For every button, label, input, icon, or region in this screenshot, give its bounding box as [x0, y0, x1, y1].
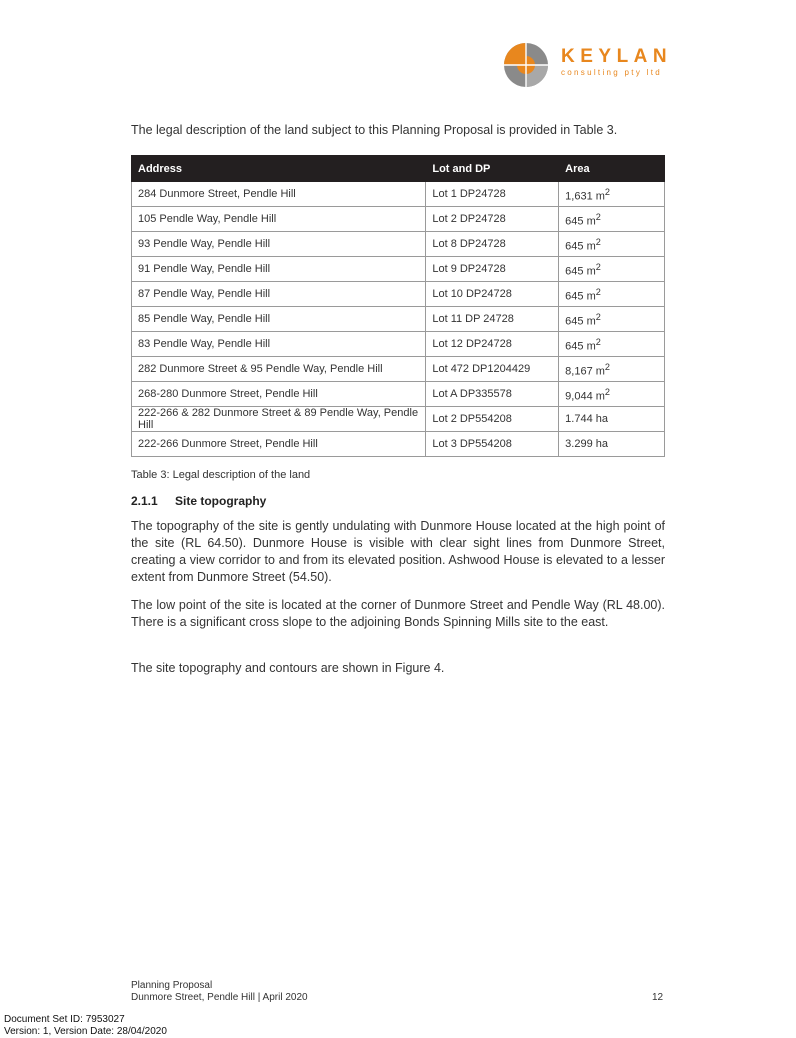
logo-wordmark: KEYLAN: [561, 46, 673, 67]
body-paragraph: The topography of the site is gently undulating with Dunmore House located at the high point of the site (RL 64.50). Dunmore House is visible with clear sight lines from Dunmore Street, creating a view corridor to and from its elevated position. Ashwood House is elevated to a lesser extent from Dunmore Street (54.50).: [131, 519, 665, 584]
cell-area: 645 $m^2$: [559, 257, 665, 282]
cell-area: 1,631 $m^2$: [559, 182, 665, 207]
document-version: Version: 1, Version Date: 28/04/2020: [4, 1026, 167, 1037]
section-heading: [131, 494, 266, 508]
cell-lot-dp: Lot A DP335578: [426, 382, 559, 407]
keylan-logo: [503, 40, 673, 90]
cell-lot-dp: Lot 12 DP24728: [426, 332, 559, 357]
logo-tagline: consulting pty ltd: [561, 68, 662, 77]
cell-lot-dp: Lot 9 DP24728: [426, 257, 559, 282]
cell-area: 1.744 ha: [559, 407, 665, 432]
table-row: [132, 432, 665, 457]
cell-address: 87 Pendle Way, Pendle Hill: [132, 282, 426, 307]
cell-address: 105 Pendle Way, Pendle Hill: [132, 207, 426, 232]
cell-address: 268-280 Dunmore Street, Pendle Hill: [132, 382, 426, 407]
header-area: Area: [559, 156, 665, 182]
page-number: 12: [652, 992, 664, 1003]
document-set-stamp: [4, 1014, 167, 1038]
table-row: [132, 282, 665, 307]
cell-address: 83 Pendle Way, Pendle Hill: [132, 332, 426, 357]
cell-lot-dp: Lot 10 DP24728: [426, 282, 559, 307]
cell-lot-dp: Lot 2 DP24728: [426, 207, 559, 232]
cell-address: 91 Pendle Way, Pendle Hill: [132, 257, 426, 282]
header-lot-dp: Lot and DP: [426, 156, 559, 182]
footer-doc-subtitle: Dunmore Street, Pendle Hill | April 2020: [131, 992, 308, 1003]
footer-doc-title: Planning Proposal: [131, 980, 213, 991]
table-row: [132, 407, 665, 432]
body-paragraph: The low point of the site is located at the corner of Dunmore Street and Pendle Way (RL 48.00). There is a significant cross slope to the adjoining Bonds Spinning Mills site to the east.: [131, 598, 665, 629]
cell-area: 645 $m^2$: [559, 332, 665, 357]
page-footer: [131, 980, 308, 1004]
cell-lot-dp: Lot 11 DP 24728: [426, 307, 559, 332]
legal-description-table: [131, 155, 665, 457]
table-row: [132, 382, 665, 407]
cell-address: 282 Dunmore Street & 95 Pendle Way, Pendle Hill: [132, 357, 426, 382]
cell-area: 8,167 $m^2$: [559, 357, 665, 382]
cell-address: 85 Pendle Way, Pendle Hill: [132, 307, 426, 332]
header-address: Address: [132, 156, 426, 182]
section-number: 2.1.1: [131, 494, 158, 508]
cell-lot-dp: Lot 8 DP24728: [426, 232, 559, 257]
cell-area: 645 $m^2$: [559, 282, 665, 307]
table-row: [132, 307, 665, 332]
cell-area: 3.299 ha: [559, 432, 665, 457]
intro-paragraph: The legal description of the land subject to this Planning Proposal is provided in Table 3.: [131, 123, 618, 137]
table-row: [132, 207, 665, 232]
body-paragraph: The site topography and contours are shown in Figure 4.: [131, 661, 445, 675]
cell-area: 9,044 $m^2$: [559, 382, 665, 407]
table-row: [132, 232, 665, 257]
document-set-id: Document Set ID: 7953027: [4, 1014, 125, 1025]
cell-lot-dp: Lot 3 DP554208: [426, 432, 559, 457]
cell-address: 222-266 & 282 Dunmore Street & 89 Pendle Way, Pendle Hill: [132, 407, 426, 432]
table-row: [132, 357, 665, 382]
cell-lot-dp: Lot 472 DP1204429: [426, 357, 559, 382]
cell-lot-dp: Lot 2 DP554208: [426, 407, 559, 432]
table-caption: Table 3: Legal description of the land: [131, 469, 311, 481]
table-row: [132, 257, 665, 282]
table-row: [132, 182, 665, 207]
cell-address: 93 Pendle Way, Pendle Hill: [132, 232, 426, 257]
cell-lot-dp: Lot 1 DP24728: [426, 182, 559, 207]
table-header-row: [132, 156, 665, 182]
cell-address: 284 Dunmore Street, Pendle Hill: [132, 182, 426, 207]
keylan-logo-icon: [503, 42, 549, 88]
cell-address: 222-266 Dunmore Street, Pendle Hill: [132, 432, 426, 457]
section-title: Site topography: [175, 494, 267, 508]
cell-area: 645 $m^2$: [559, 207, 665, 232]
table-row: [132, 332, 665, 357]
cell-area: 645 $m^2$: [559, 307, 665, 332]
cell-area: 645 $m^2$: [559, 232, 665, 257]
